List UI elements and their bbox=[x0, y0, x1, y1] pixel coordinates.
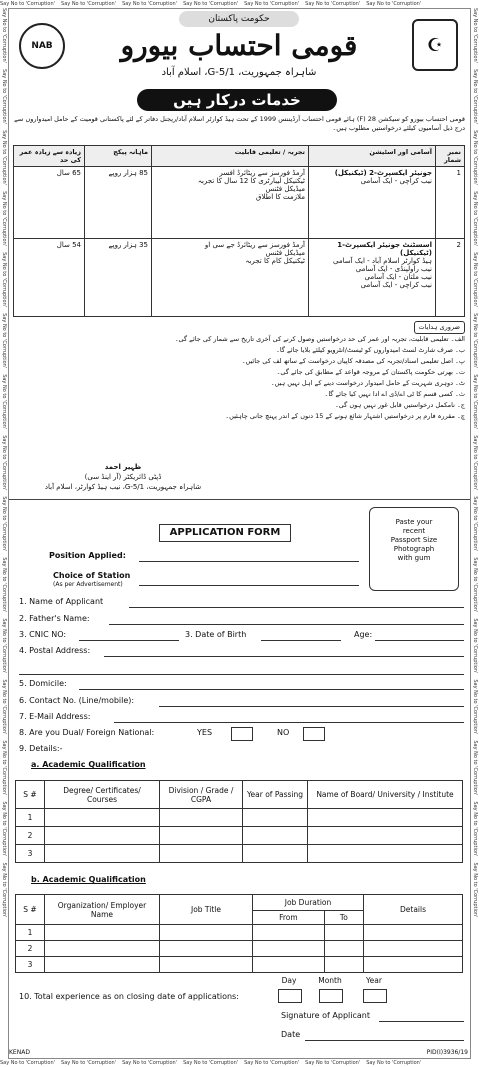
job-station: ہیڈ کوارٹر اسلام آباد - ایک آسامی bbox=[333, 257, 432, 265]
qualification-item: میڈیکل فٹنس bbox=[265, 185, 305, 193]
job-age: 54 سال bbox=[14, 239, 85, 317]
row-number: 2 bbox=[16, 941, 45, 957]
border-slogan-text: Say No to 'Corruption' bbox=[1, 740, 7, 796]
postal-address-label: 4. Postal Address: bbox=[19, 646, 91, 655]
job-sno: 1 bbox=[436, 167, 465, 239]
no-label: NO bbox=[277, 728, 290, 737]
acad-col-year: Year of Passing bbox=[243, 781, 308, 809]
grade-cell[interactable] bbox=[160, 809, 243, 827]
government-label: حکومت پاکستان bbox=[179, 11, 299, 27]
border-slogan-text: Say No to 'Corruption' bbox=[472, 252, 478, 308]
details-cell[interactable] bbox=[364, 957, 463, 973]
border-slogan-text: Say No to 'Corruption' bbox=[1, 69, 7, 125]
position-applied-label: Position Applied: bbox=[49, 551, 126, 560]
border-slogan-text: Say No to 'Corruption' bbox=[472, 130, 478, 186]
year-box[interactable] bbox=[363, 989, 387, 1003]
job-station: نیب راولپنڈی - ایک آسامی bbox=[355, 265, 432, 273]
border-slogan-text: Say No to 'Corruption' bbox=[1, 130, 7, 186]
row-number: 2 bbox=[16, 827, 45, 845]
choice-station-field[interactable] bbox=[139, 585, 359, 586]
col-sno: نمبر شمار bbox=[436, 146, 465, 167]
instruction-item: ب۔ صرف شارٹ لسٹ امیدواروں کو ٹیسٹ/انٹرویو کیلئے بلایا جائے گا۔ bbox=[276, 346, 465, 354]
instruction-item: پ۔ اصل تعلیمی اسناد/تجربہ کی مصدقہ کاپیاں درخواست کے ساتھ لف کی جائیں۔ bbox=[241, 357, 465, 365]
instructions-title: ضروری ہدایات bbox=[414, 321, 465, 334]
instruction-item: ث۔ کسی قسم کا ٹی اے/ڈی اے ادا نہیں کیا جائے گا۔ bbox=[324, 390, 465, 398]
degree-cell[interactable] bbox=[45, 809, 160, 827]
border-slogan-text: Say No to 'Corruption' bbox=[244, 1, 300, 7]
board-cell[interactable] bbox=[308, 809, 463, 827]
instruction-item: ٹ۔ دوہری شہریت کے حامل امیدوار درخواست دینے کے اہل نہیں ہیں۔ bbox=[270, 379, 465, 387]
degree-cell[interactable] bbox=[45, 827, 160, 845]
job-post-title: اسسٹنٹ جونیئر ایکسپرٹ-1 (ٹیکنیکل) bbox=[337, 241, 432, 257]
from-cell[interactable] bbox=[253, 941, 325, 957]
application-form-title: APPLICATION FORM bbox=[159, 524, 291, 542]
job-station: نیب ملتان - ایک آسامی bbox=[364, 273, 432, 281]
border-slogan-text: Say No to 'Corruption' bbox=[1, 618, 7, 674]
border-slogan-text: Say No to 'Corruption' bbox=[1, 496, 7, 552]
job-post bbox=[309, 239, 436, 317]
col-post: آسامی اور اسٹیشن bbox=[309, 146, 436, 167]
border-slogan-text: Say No to 'Corruption' bbox=[1, 557, 7, 613]
cnic-field[interactable] bbox=[79, 640, 179, 641]
exp-col-from: From bbox=[253, 911, 325, 925]
photo-instruction: recent bbox=[402, 527, 426, 535]
year-cell[interactable] bbox=[243, 827, 308, 845]
border-slogan-text: Say No to 'Corruption' bbox=[244, 1060, 300, 1066]
dob-field[interactable] bbox=[261, 640, 341, 641]
date-field[interactable] bbox=[305, 1040, 464, 1041]
border-slogan-text: Say No to 'Corruption' bbox=[472, 679, 478, 735]
border-slogan-text: Say No to 'Corruption' bbox=[1, 435, 7, 491]
father-name-label: 2. Father's Name: bbox=[19, 614, 90, 623]
to-cell[interactable] bbox=[324, 957, 363, 973]
footer-code-left: KENAD bbox=[9, 1049, 30, 1056]
postal-address-field[interactable] bbox=[104, 656, 464, 657]
qualification-item: میڈیکل فٹنس bbox=[265, 249, 305, 257]
table-row bbox=[16, 809, 463, 827]
acad-col-degree: Degree/ Certificates/ Courses bbox=[45, 781, 160, 809]
acad-col-grade: Division / Grade / CGPA bbox=[160, 781, 243, 809]
experience-title: b. Academic Qualification bbox=[31, 875, 146, 884]
job-package: 85 ہزار روپے bbox=[85, 167, 152, 239]
job-title-cell[interactable] bbox=[160, 941, 253, 957]
job-package: 35 ہزار روپے bbox=[85, 239, 152, 317]
photo-box bbox=[369, 507, 459, 591]
job-qualification bbox=[152, 239, 309, 317]
degree-cell[interactable] bbox=[45, 845, 160, 863]
signature-field[interactable] bbox=[379, 1021, 464, 1022]
job-post-title: جونیئر ایکسپرٹ-2 (ٹیکنیکل) bbox=[334, 169, 432, 177]
border-slogan-text: Say No to 'Corruption' bbox=[61, 1, 117, 7]
job-title-cell[interactable] bbox=[160, 925, 253, 941]
exp-col-to: To bbox=[324, 911, 363, 925]
father-name-field[interactable] bbox=[109, 624, 464, 625]
exp-col-organization: Organization/ Employer Name bbox=[45, 895, 160, 925]
organization-cell[interactable] bbox=[45, 957, 160, 973]
government-emblem-icon: ☪ bbox=[412, 19, 458, 71]
border-slogan-text: Say No to 'Corruption' bbox=[1, 801, 7, 857]
board-cell[interactable] bbox=[308, 845, 463, 863]
border-slogan-text: Say No to 'Corruption' bbox=[1, 374, 7, 430]
signatory-designation: ڈپٹی ڈائریکٹر (آر اینڈ سی) bbox=[84, 473, 162, 481]
row-number: 1 bbox=[16, 925, 45, 941]
intro-paragraph: قومی احتساب بیورو کو سیکشن 28 (F) ہائے قومی احتساب آرڈیننس 1999 کے تحت ہیڈ کوارٹر اسلام آباد/ریجنل دفاتر کے لئے پاکستانی قومیت کے حامل امیدواروں سے درج ذیل آسامیوں کیلئے درخواستیں مطلوب ہیں۔ bbox=[14, 115, 465, 132]
domicile-label: 5. Domicile: bbox=[19, 679, 67, 688]
footer-code-right: PID(I)3936/19 bbox=[426, 1049, 468, 1056]
org-address: شاہراہ جمہوریت، G-5/1، اسلام آباد bbox=[161, 67, 317, 78]
table-row bbox=[16, 925, 463, 941]
instruction-item: چ۔ مقررہ فارم پر درخواستیں اشتہار شائع ہونے کے 15 دنوں کے اندر پہنچ جانی چاہئیں۔ bbox=[225, 412, 465, 420]
details-cell[interactable] bbox=[364, 925, 463, 941]
border-slogan-text: Say No to 'Corruption' bbox=[472, 801, 478, 857]
applicant-name-field[interactable] bbox=[129, 607, 464, 608]
year-label: Year bbox=[366, 976, 382, 985]
border-slogan-right bbox=[470, 8, 479, 1059]
table-row bbox=[16, 941, 463, 957]
exp-col-details: Details bbox=[364, 895, 463, 925]
photo-instruction: Paste your bbox=[395, 518, 433, 526]
border-slogan-text: Say No to 'Corruption' bbox=[472, 313, 478, 369]
row-number: 3 bbox=[16, 845, 45, 863]
org-title: قومی احتساب بیورو bbox=[120, 29, 358, 62]
ad-header bbox=[9, 9, 470, 109]
border-slogan-text: Say No to 'Corruption' bbox=[183, 1060, 239, 1066]
total-experience-label: 10. Total experience as on closing date of applications: bbox=[19, 992, 239, 1001]
border-slogan-text: Say No to 'Corruption' bbox=[122, 1, 178, 7]
border-slogan-text: Say No to 'Corruption' bbox=[305, 1060, 361, 1066]
academic-table-header bbox=[16, 781, 463, 809]
border-slogan-text: Say No to 'Corruption' bbox=[472, 374, 478, 430]
instruction-item: ج۔ نامکمل درخواستیں قابل غور نہیں ہوں گی۔ bbox=[334, 401, 465, 409]
table-row bbox=[16, 957, 463, 973]
photo-instruction: with gum bbox=[397, 554, 431, 562]
services-required-banner: خدمات درکار ہیں bbox=[137, 89, 337, 111]
border-slogan-text: Say No to 'Corruption' bbox=[472, 557, 478, 613]
border-slogan-text: Say No to 'Corruption' bbox=[366, 1, 422, 7]
experience-table bbox=[15, 894, 463, 973]
photo-instruction: Passport Size bbox=[390, 536, 438, 544]
year-cell[interactable] bbox=[243, 809, 308, 827]
day-label: Day bbox=[281, 976, 297, 985]
border-slogan-text: Say No to 'Corruption' bbox=[183, 1, 239, 7]
row-number: 1 bbox=[16, 809, 45, 827]
border-slogan-text: Say No to 'Corruption' bbox=[0, 1060, 56, 1066]
organization-cell[interactable] bbox=[45, 941, 160, 957]
from-cell[interactable] bbox=[253, 925, 325, 941]
border-slogan-text: Say No to 'Corruption' bbox=[305, 1, 361, 7]
contact-label: 6. Contact No. (Line/mobile): bbox=[19, 696, 135, 705]
yes-label: YES bbox=[197, 728, 213, 737]
signatory-block bbox=[13, 462, 233, 492]
cnic-label: 3. CNIC NO: bbox=[19, 630, 67, 639]
job-post bbox=[309, 167, 436, 239]
job-station: نیب کراچی - ایک آسامی bbox=[360, 177, 432, 185]
exp-col-job-title: Job Title bbox=[160, 895, 253, 925]
border-slogan-text: Say No to 'Corruption' bbox=[1, 862, 7, 918]
signatory-name: ظہیر احمد bbox=[104, 463, 142, 471]
border-slogan-text: Say No to 'Corruption' bbox=[61, 1060, 117, 1066]
table-row bbox=[16, 845, 463, 863]
grade-cell[interactable] bbox=[160, 827, 243, 845]
border-slogan-text: Say No to 'Corruption' bbox=[472, 191, 478, 247]
signatory-address: شاہراہ جمہوریت، G-5/1، نیب ہیڈ کوارٹر، اسلام آباد bbox=[44, 483, 202, 491]
job-row bbox=[14, 167, 465, 239]
nab-logo: NAB bbox=[19, 23, 65, 69]
photo-instruction: Photograph bbox=[393, 545, 435, 553]
border-slogan-text: Say No to 'Corruption' bbox=[472, 496, 478, 552]
border-slogan-text: Say No to 'Corruption' bbox=[1, 252, 7, 308]
border-slogan-bottom bbox=[0, 1058, 479, 1067]
exp-col-duration: Job Duration bbox=[253, 895, 364, 911]
border-slogan-top bbox=[0, 0, 479, 9]
contact-field[interactable] bbox=[159, 706, 464, 707]
border-slogan-text: Say No to 'Corruption' bbox=[1, 8, 7, 64]
border-slogan-text: Say No to 'Corruption' bbox=[0, 1, 56, 7]
grade-cell[interactable] bbox=[160, 845, 243, 863]
to-cell[interactable] bbox=[324, 941, 363, 957]
border-slogan-text: Say No to 'Corruption' bbox=[472, 435, 478, 491]
instruction-item: الف۔ تعلیمی قابلیت، تجربہ اور عمر کی حد درخواستیں وصول کرنے کی آخری تاریخ سے شمار کی جائے گی۔ bbox=[174, 335, 465, 343]
border-slogan-text: Say No to 'Corruption' bbox=[472, 69, 478, 125]
email-field[interactable] bbox=[114, 722, 464, 723]
no-checkbox[interactable] bbox=[303, 727, 325, 741]
from-cell[interactable] bbox=[253, 957, 325, 973]
day-box[interactable] bbox=[278, 989, 302, 1003]
job-station: نیب کراچی - ایک آسامی bbox=[360, 281, 432, 289]
border-slogan-text: Say No to 'Corruption' bbox=[366, 1060, 422, 1066]
acad-col-sno: S # bbox=[16, 781, 45, 809]
organization-cell[interactable] bbox=[45, 925, 160, 941]
col-age: زیادہ سے زیادہ عمر کی حد bbox=[14, 146, 85, 167]
section-divider bbox=[9, 499, 470, 500]
qualification-item: آرمڈ فورسز سے ریٹائرڈ جے سی او bbox=[204, 241, 305, 249]
email-label: 7. E-Mail Address: bbox=[19, 712, 91, 721]
jobs-table bbox=[13, 145, 465, 317]
date-label: Date bbox=[281, 1030, 301, 1039]
details-label: 9. Details:- bbox=[19, 744, 63, 753]
age-field[interactable] bbox=[375, 640, 464, 641]
month-box[interactable] bbox=[319, 989, 343, 1003]
border-slogan-text: Say No to 'Corruption' bbox=[472, 740, 478, 796]
table-row bbox=[16, 827, 463, 845]
qualification-item: آرمڈ فورسز سے ریٹائرڈ افسر bbox=[219, 169, 305, 177]
qualification-item: ٹیکنیکل کام کا تجربہ bbox=[245, 257, 305, 265]
choice-station-note: (As per Advertisement) bbox=[53, 581, 123, 588]
border-slogan-text: Say No to 'Corruption' bbox=[472, 8, 478, 64]
border-slogan-text: Say No to 'Corruption' bbox=[472, 618, 478, 674]
instruction-item: ت۔ بھرتی حکومت پاکستان کے مروجہ قواعد کے مطابق کی جائے گی۔ bbox=[276, 368, 465, 376]
border-slogan-text: Say No to 'Corruption' bbox=[1, 679, 7, 735]
jobs-table-header bbox=[14, 146, 465, 167]
exp-col-sno: S # bbox=[16, 895, 45, 925]
signature-label: Signature of Applicant bbox=[281, 1011, 370, 1020]
col-package: ماہانہ پیکج bbox=[85, 146, 152, 167]
qualification-item: ٹیکنیکل لیبارٹری کا 12 سال کا تجربہ bbox=[197, 177, 305, 185]
border-slogan-left bbox=[0, 8, 9, 1059]
postal-address-field-2[interactable] bbox=[19, 674, 464, 675]
instructions bbox=[13, 321, 465, 422]
choice-station-label: Choice of Station bbox=[53, 571, 131, 580]
dob-label: 3. Date of Birth bbox=[185, 630, 247, 639]
applicant-name-label: 1. Name of Applicant bbox=[19, 597, 104, 606]
position-applied-field[interactable] bbox=[139, 561, 359, 562]
domicile-field[interactable] bbox=[79, 689, 464, 690]
yes-checkbox[interactable] bbox=[231, 727, 253, 741]
academic-table bbox=[15, 780, 463, 863]
border-slogan-text: Say No to 'Corruption' bbox=[472, 862, 478, 918]
details-cell[interactable] bbox=[364, 941, 463, 957]
dual-national-label: 8. Are you Dual/ Foreign National: bbox=[19, 728, 155, 737]
job-age: 65 سال bbox=[14, 167, 85, 239]
year-cell[interactable] bbox=[243, 845, 308, 863]
job-sno: 2 bbox=[436, 239, 465, 317]
job-title-cell[interactable] bbox=[160, 957, 253, 973]
job-row bbox=[14, 239, 465, 317]
board-cell[interactable] bbox=[308, 827, 463, 845]
border-slogan-text: Say No to 'Corruption' bbox=[122, 1060, 178, 1066]
academic-qualification-title: a. Academic Qualification bbox=[31, 760, 146, 769]
acad-col-board: Name of Board/ University / Institute bbox=[308, 781, 463, 809]
experience-table-header bbox=[16, 895, 463, 911]
border-slogan-text: Say No to 'Corruption' bbox=[1, 191, 7, 247]
col-qualification: تجربہ / تعلیمی قابلیت bbox=[152, 146, 309, 167]
age-label: Age: bbox=[354, 630, 373, 639]
qualification-item: ملازمت کا اطلاق bbox=[256, 193, 305, 201]
border-slogan-text: Say No to 'Corruption' bbox=[1, 313, 7, 369]
row-number: 3 bbox=[16, 957, 45, 973]
advertisement-page bbox=[9, 9, 470, 1058]
job-qualification bbox=[152, 167, 309, 239]
month-label: Month bbox=[318, 976, 342, 985]
to-cell[interactable] bbox=[324, 925, 363, 941]
